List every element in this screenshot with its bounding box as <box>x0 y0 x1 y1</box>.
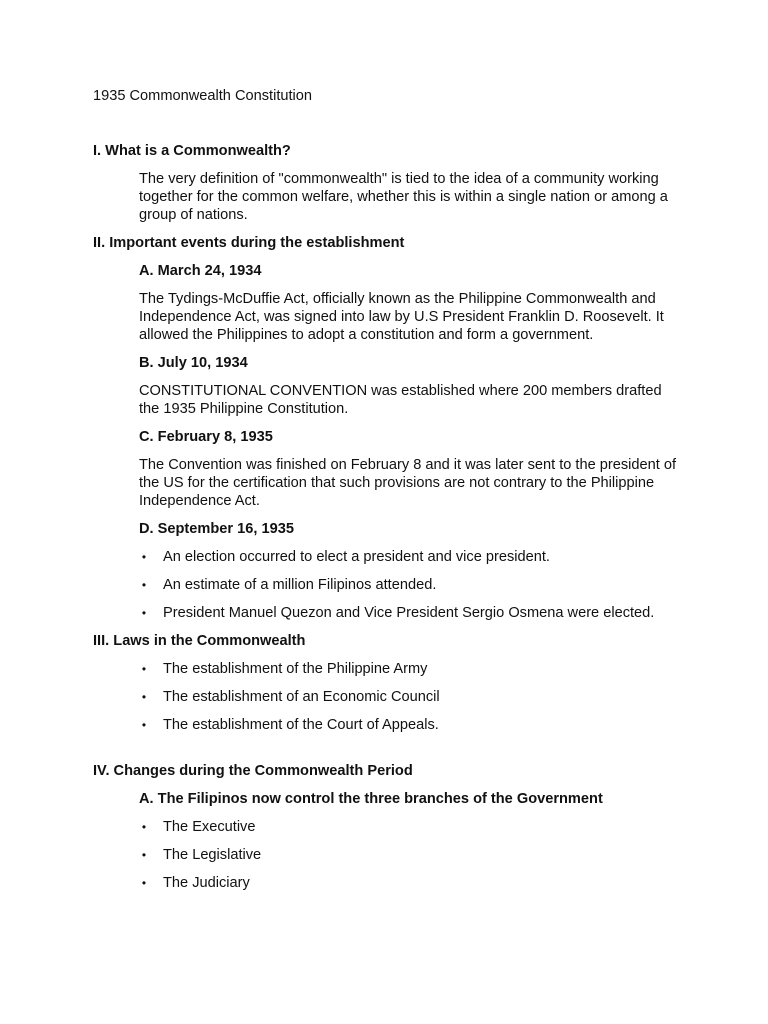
subheading-september-16-1935: D. September 16, 1935 <box>139 521 294 537</box>
list-item <box>141 660 679 678</box>
list-item-text: The Judiciary <box>163 875 250 891</box>
list-item-text: The Executive <box>163 819 256 835</box>
list-item <box>141 874 679 892</box>
spacer <box>93 744 683 762</box>
bullet-icon: • <box>141 718 147 732</box>
bullet-icon: • <box>141 606 147 620</box>
list-item-text: An election occurred to elect a president and vice president. <box>163 549 550 565</box>
paragraph-convention-finished: The Convention was finished on February 8 and it was later sent to the president of the US for the certification that such provisions are not contrary to the Philippine Independence Act. <box>139 457 677 509</box>
list-item <box>141 818 679 836</box>
bullet-icon: • <box>141 876 147 890</box>
bullet-icon: • <box>141 820 147 834</box>
section-heading-changes: IV. Changes during the Commonwealth Period <box>93 763 413 779</box>
section-heading-laws: III. Laws in the Commonwealth <box>93 633 306 649</box>
subheading-february-8-1935: C. February 8, 1935 <box>139 429 273 445</box>
section-heading-important-events: II. Important events during the establishment <box>93 235 405 251</box>
bullet-list-election <box>93 548 683 622</box>
list-item-text: The establishment of an Economic Council <box>163 689 440 705</box>
list-item <box>141 688 679 706</box>
bullet-icon: • <box>141 578 147 592</box>
subheading-july-10-1934: B. July 10, 1934 <box>139 355 248 371</box>
paragraph-commonwealth-definition: The very definition of "commonwealth" is tied to the idea of a community working together for the common welfare, whether this is within a single nation or among a group of nations. <box>139 171 668 223</box>
list-item <box>141 548 679 566</box>
paragraph-tydings-mcduffie-act: The Tydings-McDuffie Act, officially known as the Philippine Commonwealth and Independence Act, was signed into law by U.S President Franklin D. Roosevelt. It allowed the Philippines to adopt a constitution and form a government. <box>139 291 664 343</box>
list-item-text: The establishment of the Court of Appeals. <box>163 717 439 733</box>
list-item <box>141 716 679 734</box>
subheading-march-24-1934: A. March 24, 1934 <box>139 263 262 279</box>
bullet-list-laws <box>93 660 683 734</box>
list-item-text: President Manuel Quezon and Vice President Sergio Osmena were elected. <box>163 605 655 621</box>
paragraph-constitutional-convention: CONSTITUTIONAL CONVENTION was established where 200 members drafted the 1935 Philippine Constitution. <box>139 383 662 417</box>
list-item-text: The establishment of the Philippine Army <box>163 661 428 677</box>
list-item-text: The Legislative <box>163 847 262 863</box>
list-item <box>141 576 679 594</box>
list-item <box>141 604 679 622</box>
document-page <box>93 87 683 902</box>
bullet-list-branches <box>93 818 683 892</box>
subheading-three-branches: A. The Filipinos now control the three branches of the Government <box>139 791 603 807</box>
list-item <box>141 846 679 864</box>
list-item-text: An estimate of a million Filipinos attended. <box>163 577 437 593</box>
bullet-icon: • <box>141 848 147 862</box>
document-title: 1935 Commonwealth Constitution <box>93 88 313 104</box>
bullet-icon: • <box>141 550 147 564</box>
bullet-icon: • <box>141 690 147 704</box>
bullet-icon: • <box>141 662 147 676</box>
section-heading-what-is-commonwealth: I. What is a Commonwealth? <box>93 143 291 159</box>
